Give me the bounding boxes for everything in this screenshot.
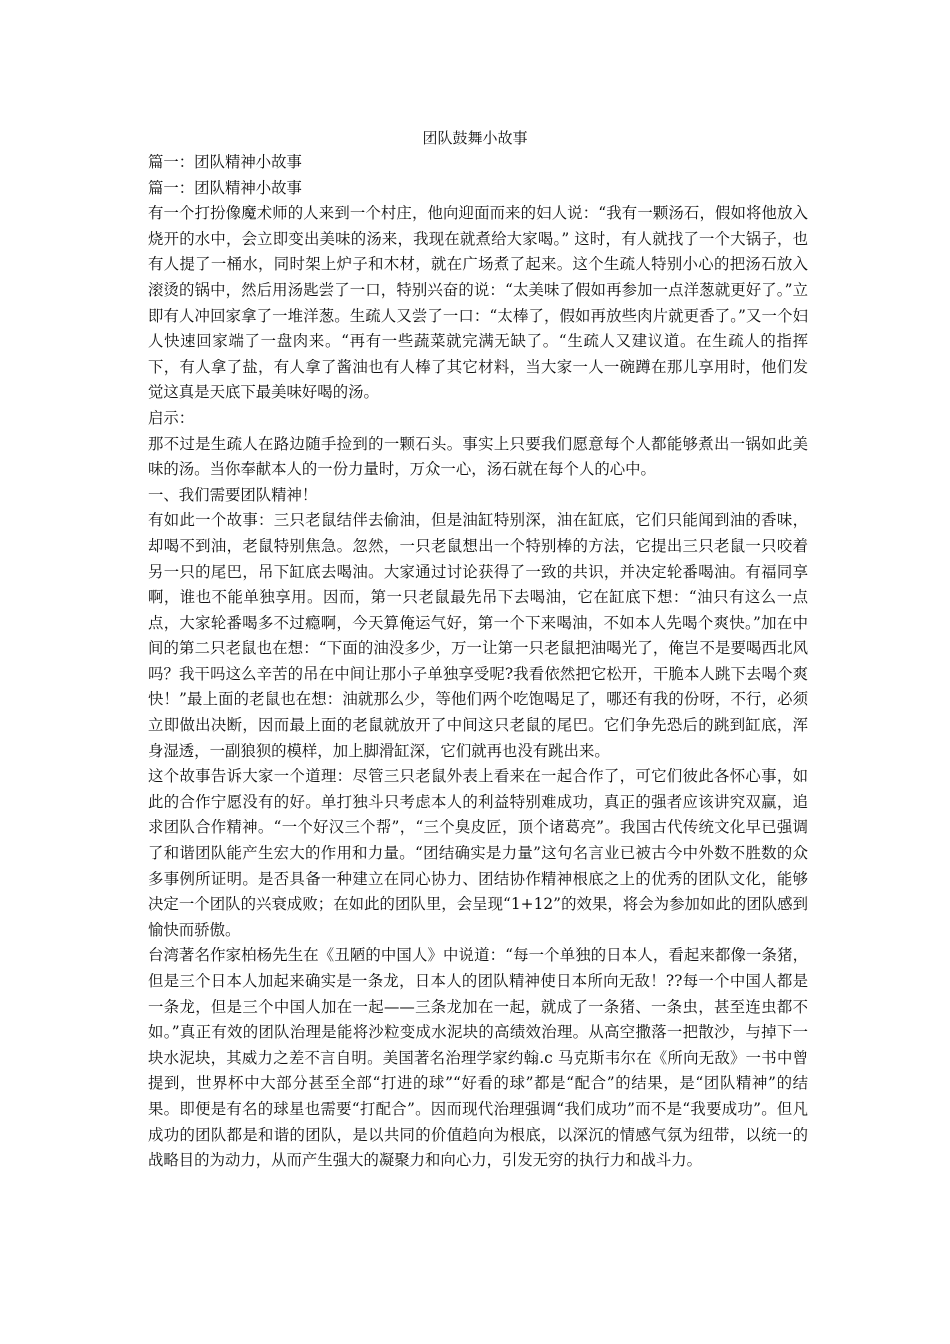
body-paragraph: 有一个打扮像魔术师的人来到一个村庄，他向迎面而来的妇人说：“我有一颗汤石，假如将他放入烧开的水中，会立即变出美味的汤来，我现在就煮给大家喝。” 这时，有人就找了一个大锅子，也有人提了一桶水，同时架上炉子和木材，就在广场煮了起来。这个生疏人特别小心的把汤石放入滚烫的锅中，然后用汤匙尝了一口，特别兴奋的说：“太美味了假如再参加一点洋葱就更好了。”立即有人冲回家拿了一堆洋葱。生疏人又尝了一口：“太棒了，假如再放些肉片就更香了。”又一个妇人快速回家端了一盘肉来。“再有一些蔬菜就完满无缺了。“生疏人又建议道。在生疏人的指挥下，有人拿了盐，有人拿了酱油也有人棒了其它材料，当大家一人一碗蹲在那儿享用时，他们发觉这真是天底下最美味好喝的汤。 xyxy=(148,204,808,402)
section-heading: 篇一：团队精神小故事 xyxy=(148,178,302,197)
section-heading: 篇一：团队精神小故事 xyxy=(148,153,302,171)
body-paragraph: 这个故事告诉大家一个道理：尽管三只老鼠外表上看来在一起合作了，可它们彼此各怀心事，如此的合作宁愿没有的好。单打独斗只考虑本人的利益特别难成功，真正的强者应该讲究双赢，追求团队合作精神。“一个好汉三个帮”，“三个臭皮匠，顶个诸葛亮”。我国古代传统文化早已强调了和谐团队能产生宏大的作用和力量。“团结确实是力量”这句名言业已被古今中外数不胜数的众多事例所证明。是否具备一种建立在同心协力、团结协作精神根底之上的优秀的团队文化，能够决定一个团队的兴衰成败；在如此的团队里，会呈现“1+12”的效果，将会为参加如此的团队感到愉快而骄傲。 xyxy=(148,767,808,939)
body-paragraph: 有如此一个故事：三只老鼠结伴去偷油，但是油缸特别深，油在缸底，它们只能闻到油的香味，却喝不到油，老鼠特别焦急。忽然，一只老鼠想出一个特别棒的方法，它提出三只老鼠一只咬着另一只的尾巴，吊下缸底去喝油。大家通过讨论获得了一致的共识，并决定轮番喝油。有福同享啊，谁也不能单独享用。因而，第一只老鼠最先吊下去喝油，它在缸底下想：“油只有这么一点点，大家轮番喝多不过瘾啊，今天算俺运气好，第一个下来喝油，不如本人先喝个爽快。”加在中间的第二只老鼠也在想：“下面的油没多少，万一让第一只老鼠把油喝光了，俺岂不是要喝西北风吗？我干吗这么辛苦的吊在中间让那小子单独享受呢?我看依然把它松开，干脆本人跳下去喝个爽快！”最上面的老鼠也在想：油就那么少，等他们两个吃饱喝足了，哪还有我的份呀，不行，必须立即做出决断，因而最上面的老鼠就放开了中间这只老鼠的尾巴。它们争先恐后的跳到缸底，浑身湿透，一副狼狈的模样，加上脚滑缸深，它们就再也没有跳出来。 xyxy=(148,511,808,760)
body-paragraph: 那不过是生疏人在路边随手捡到的一颗石头。事实上只要我们愿意每个人都能够煮出一锅如此美味的汤。当你奉献本人的一份力量时，万众一心，汤石就在每个人的心中。 xyxy=(148,434,808,479)
section-heading: 启示： xyxy=(148,408,195,427)
document-body xyxy=(144,150,808,1174)
document-title: 团队鼓舞小故事 xyxy=(422,129,528,147)
section-heading: 一、我们需要团队精神！ xyxy=(148,485,318,504)
body-paragraph: 台湾著名作家柏杨先生在《丑陋的中国人》中说道：“每一个单独的日本人，看起来都像一条猪，但是三个日本人加起来确实是一条龙，日本人的团队精神使日本所向无敌！??每一个中国人都是一条龙，但是三个中国人加在一起——三条龙加在一起，就成了一条猪、一条虫，甚至连虫都不如。”真正有效的团队治理是能将沙粒变成水泥块的高绩效治理。从高空撒落一把散沙，与掉下一块水泥块，其威力之差不言自明。美国著名治理学家约翰.c 马克斯韦尔在《所向无敌》一书中曾提到，世界杯中大部分甚至全部“打进的球”“好看的球”都是“配合”的结果，是“团队精神”的结果。即便是有名的球星也需要“打配合”。因而现代治理强调“我们成功”而不是“我要成功”。但凡成功的团队都是和谐的团队，是以共同的价值趋向为根底，以深沉的情感气氛为纽带，以统一的战略目的为动力，从而产生强大的凝聚力和向心力，引发无穷的执行力和战斗力。 xyxy=(148,946,808,1170)
